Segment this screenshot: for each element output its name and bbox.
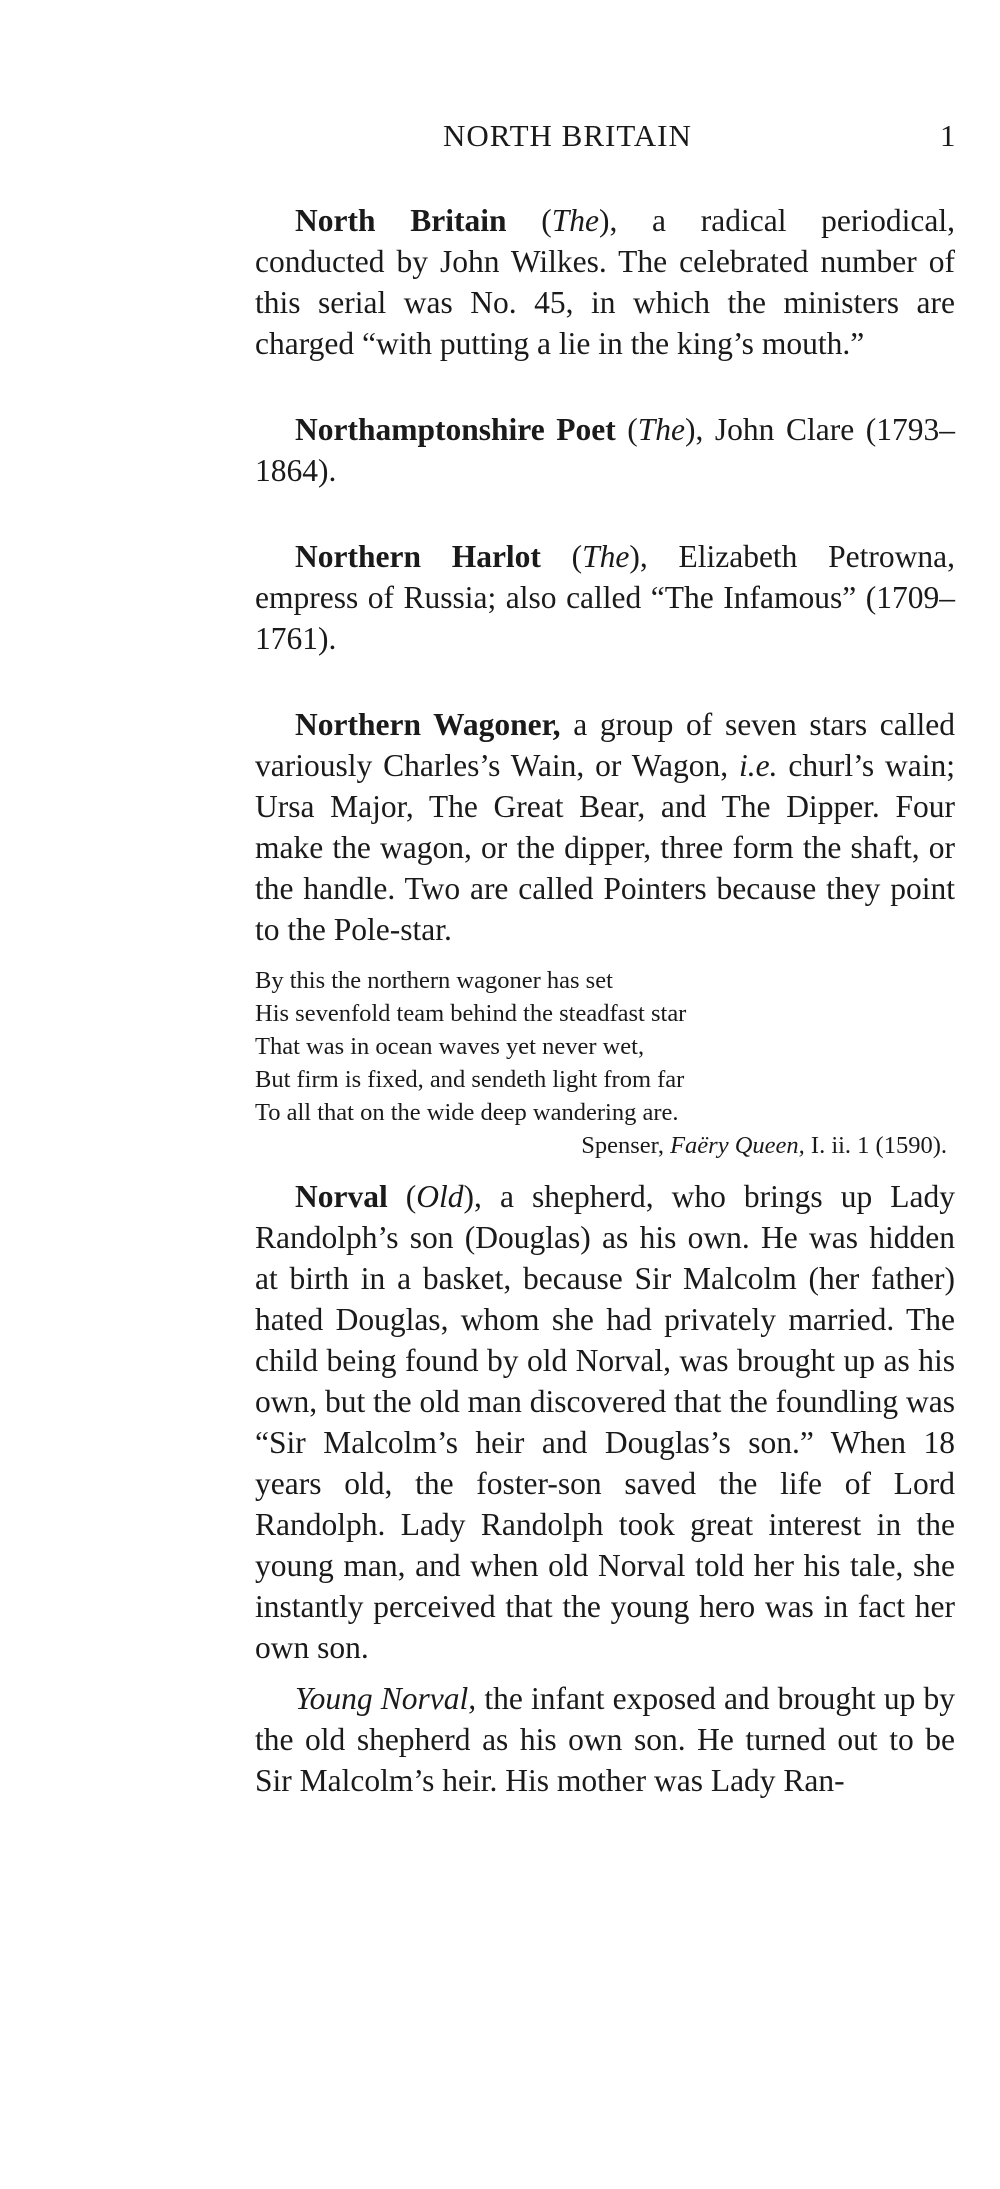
entry-norval: Norval (Old), a shepherd, who brings up Lady Randolph’s son (Douglas) as his own. He was hidden at birth in a basket, because Sir Malcolm (her father) hated Douglas, whom she had privately married. The child being found by old Norval, was brought up as his own, but the old man discovered that the foundling was “Sir Malcolm’s heir and Douglas’s son.” When 18 years old, the foster-son saved the life of Lord Randolph. Lady Randolph took great interest in the young man, and when old Norval told her his tale, she instantly perceived that the young hero was in fact her own son. [255,1179,955,1665]
verse-line: To all that on the wide deep wandering are. [255,1099,679,1126]
entry-northamptonshire-poet: Northamptonshire Poet (The), John Clare (1793–1864). [255,412,955,488]
entry-headword: Northern Harlot [295,539,541,574]
page-number: 1 [940,118,956,153]
entry-headword: Norval [295,1179,388,1214]
entry-body: Elizabeth Petrowna, empress of Russia; also called “The Infamous” (1709–1761). [255,539,955,656]
entry-headword: North Britain [295,203,507,238]
entry-headword: Northamptonshire Poet [295,412,616,447]
verse-line: But firm is fixed, and sendeth light from far [255,1066,685,1093]
entry-body: a radical periodical, conducted by John Wilkes. The celebrated number of this serial was No. 45, in which the ministers are charged “with putting a lie in the king’s mouth.” [255,203,955,361]
text-column [255,200,955,1801]
verse-citation: Spenser, Faëry Queen, I. ii. 1 (1590). [581,1132,947,1159]
entry-headword: Northern Wagoner, [295,707,561,742]
entry-body: a shepherd, who brings up Lady Randolph’s son (Douglas) as his own. He was hidden at birth in a basket, because Sir Malcolm (her father) hated Douglas, whom she had privately married. The child being found by old Norval, was brought up as his own, but the old man discovered that the foundling was “Sir Malcolm’s heir and Douglas’s son.” When 18 years old, the foster-son saved the life of Lord Randolph. Lady Randolph took great interest in the young man, and when old Norval told her his tale, she instantly perceived that the young hero was in fact her own son. [255,1179,955,1665]
entry-young-norval [255,1678,955,1801]
entry-north-britain: North Britain (The), a radical periodical, conducted by John Wilkes. The celebrated number of this serial was No. 45, in which the ministers are charged “with putting a lie in the king’s mouth.” [255,203,955,361]
entry-northern-harlot: Northern Harlot (The), Elizabeth Petrowna, empress of Russia; also called “The Infamous” (1709–1761). [255,539,955,656]
verse-line: That was in ocean waves yet never wet, [255,1033,645,1060]
verse-line: His sevenfold team behind the steadfast star [255,1000,687,1027]
verse-quotation [255,964,955,1162]
verse-line: By this the northern wagoner has set [255,967,613,994]
entry-body: the infant exposed and brought up by the old shepherd as his own son. He turned out to be Sir Malcolm’s heir. His mother was Lady Ran- [255,1681,955,1798]
entry-northern-wagoner: Northern Wagoner, a group of seven stars called variously Charles’s Wain, or Wagon, i.e. churl’s wain; Ursa Major, The Great Bear, and The Dipper. Four make the wagon, or the dipper, three form the shaft, or the handle. Two are called Pointers because they point to the Pole-star. [255,707,955,947]
running-head-title: NORTH BRITAIN [443,118,692,153]
running-head [0,118,1000,158]
entry-headword: Young Norval, [295,1681,477,1716]
entry-body: John Clare (1793–1864). [255,412,955,488]
